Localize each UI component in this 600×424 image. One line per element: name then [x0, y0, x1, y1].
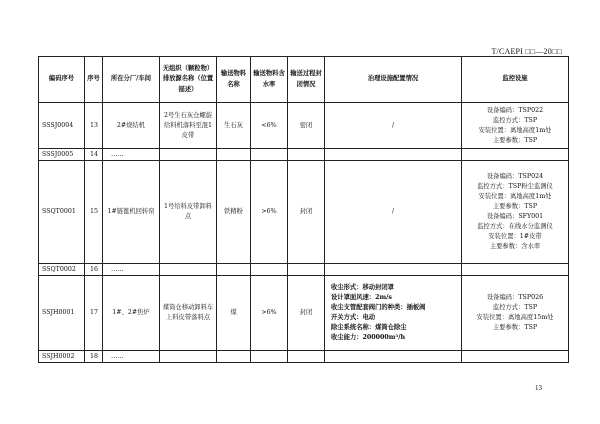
monitor-line: 设备编码：TSP026	[486, 294, 544, 301]
cell-workshop: ……	[103, 351, 160, 363]
table-row	[39, 103, 569, 149]
cell-code: SSQT0001	[39, 161, 85, 264]
emission-source-table	[38, 56, 569, 363]
monitor-line: 主要参数：TSP	[492, 136, 538, 144]
monitor-line: 监控方式：在线水分监测仪	[477, 223, 553, 230]
cell-enclosure: 封闭	[288, 161, 325, 264]
cell-code: SSSJ0004	[39, 103, 85, 149]
monitor-line: 主要参数：含水率	[489, 243, 541, 250]
governance-line: 设计罩面风速：2m/s	[331, 294, 392, 301]
monitor-line: 设备编码：TSP024	[486, 173, 544, 180]
cell-enclosure	[288, 149, 325, 161]
table-row	[39, 264, 569, 276]
cell-governance	[325, 264, 462, 276]
cell-monitor	[462, 351, 569, 363]
col-header: 治理设施配置情况	[325, 57, 462, 103]
col-header: 监控设施	[462, 57, 569, 103]
col-header: 无组织（颗粒物）排放源名称（位置描述）	[160, 57, 217, 103]
monitor-line: 安装位置：离地高度1m处	[478, 126, 552, 134]
monitor-line: 设备编码：TSP022	[486, 106, 544, 114]
monitor-line: 监控方式：TSP	[492, 116, 538, 124]
cell-source	[160, 149, 217, 161]
monitor-line: 主要参数：TSP	[492, 324, 538, 331]
monitor-line: 安装位置：离地高度15m处	[476, 314, 554, 321]
governance-line: 开关方式：电动	[331, 314, 376, 321]
governance-line: 收尘形式：移动封闭罩	[331, 284, 394, 291]
cell-workshop: ……	[103, 264, 160, 276]
cell-monitor	[462, 264, 569, 276]
table-row	[39, 149, 569, 161]
governance-line: 收尘支管配套阀门的种类：插板阀	[331, 304, 426, 311]
cell-material: 生石灰	[217, 103, 251, 149]
table-header-row	[39, 57, 569, 103]
cell-enclosure: 封闭	[288, 276, 325, 351]
cell-monitor	[462, 276, 569, 351]
cell-governance	[325, 161, 462, 264]
cell-workshop: 1#链篦机回转窑	[103, 161, 160, 264]
cell-workshop: 2#烧结机	[103, 103, 160, 149]
col-header: 编码序号	[39, 57, 85, 103]
cell-governance	[325, 103, 462, 149]
cell-seq: 16	[85, 264, 103, 276]
monitor-line: 安装位置：离地高度1m处	[478, 193, 552, 200]
cell-monitor	[462, 103, 569, 149]
cell-moisture: >6%	[251, 161, 288, 264]
table-row	[39, 161, 569, 264]
cell-source: 煤筒仓移动卸料车上料皮带落料点	[160, 276, 217, 351]
cell-code: SSSJ0005	[39, 149, 85, 161]
col-header: 序号	[85, 57, 103, 103]
governance-line: 除尘系统名称：煤筒仓除尘	[331, 324, 407, 331]
cell-moisture	[251, 149, 288, 161]
cell-monitor	[462, 161, 569, 264]
cell-code: SSQT0002	[39, 264, 85, 276]
cell-source	[160, 351, 217, 363]
monitor-line: 监控方式：TSP粉尘监测仪	[477, 183, 553, 190]
monitor-line: 设备编码：SFY001	[486, 213, 544, 220]
monitor-line: 主要参数：TSP	[492, 203, 538, 210]
monitor-line: 监控方式：TSP	[492, 304, 538, 311]
governance-line: 收尘能力：200000m³/h	[331, 334, 406, 341]
cell-monitor	[462, 149, 569, 161]
table-row	[39, 351, 569, 363]
cell-moisture	[251, 351, 288, 363]
cell-moisture: >6%	[251, 276, 288, 351]
cell-governance	[325, 351, 462, 363]
cell-workshop: 1#、2#焦炉	[103, 276, 160, 351]
governance-line: /	[391, 208, 395, 215]
cell-material: 铁精粉	[217, 161, 251, 264]
cell-seq: 14	[85, 149, 103, 161]
cell-seq: 13	[85, 103, 103, 149]
col-header: 输送物料含水率	[251, 57, 288, 103]
cell-seq: 15	[85, 161, 103, 264]
cell-source: 1号给料皮带卸料点	[160, 161, 217, 264]
table-row	[39, 276, 569, 351]
cell-moisture: <6%	[251, 103, 288, 149]
cell-material	[217, 264, 251, 276]
cell-source	[160, 264, 217, 276]
col-header: 输送物料名称	[217, 57, 251, 103]
cell-material	[217, 351, 251, 363]
monitor-line: 安装位置：1#皮带	[488, 233, 542, 240]
cell-seq: 17	[85, 276, 103, 351]
cell-material	[217, 149, 251, 161]
col-header: 所在分厂/车间	[103, 57, 160, 103]
cell-moisture	[251, 264, 288, 276]
col-header: 输送过程封闭情况	[288, 57, 325, 103]
cell-governance	[325, 149, 462, 161]
cell-enclosure	[288, 351, 325, 363]
cell-workshop: ……	[103, 149, 160, 161]
cell-seq: 18	[85, 351, 103, 363]
cell-enclosure	[288, 264, 325, 276]
cell-code: SSJH0002	[39, 351, 85, 363]
cell-code: SSJH0001	[39, 276, 85, 351]
standard-code: T/CAEPI □□—20□□	[491, 47, 562, 56]
cell-governance	[325, 276, 462, 351]
cell-source: 2号生石灰仓螺旋给料机落料至混1皮带	[160, 103, 217, 149]
cell-enclosure: 密闭	[288, 103, 325, 149]
cell-material: 煤	[217, 276, 251, 351]
page-number: 13	[535, 384, 542, 392]
governance-line: /	[391, 121, 395, 129]
